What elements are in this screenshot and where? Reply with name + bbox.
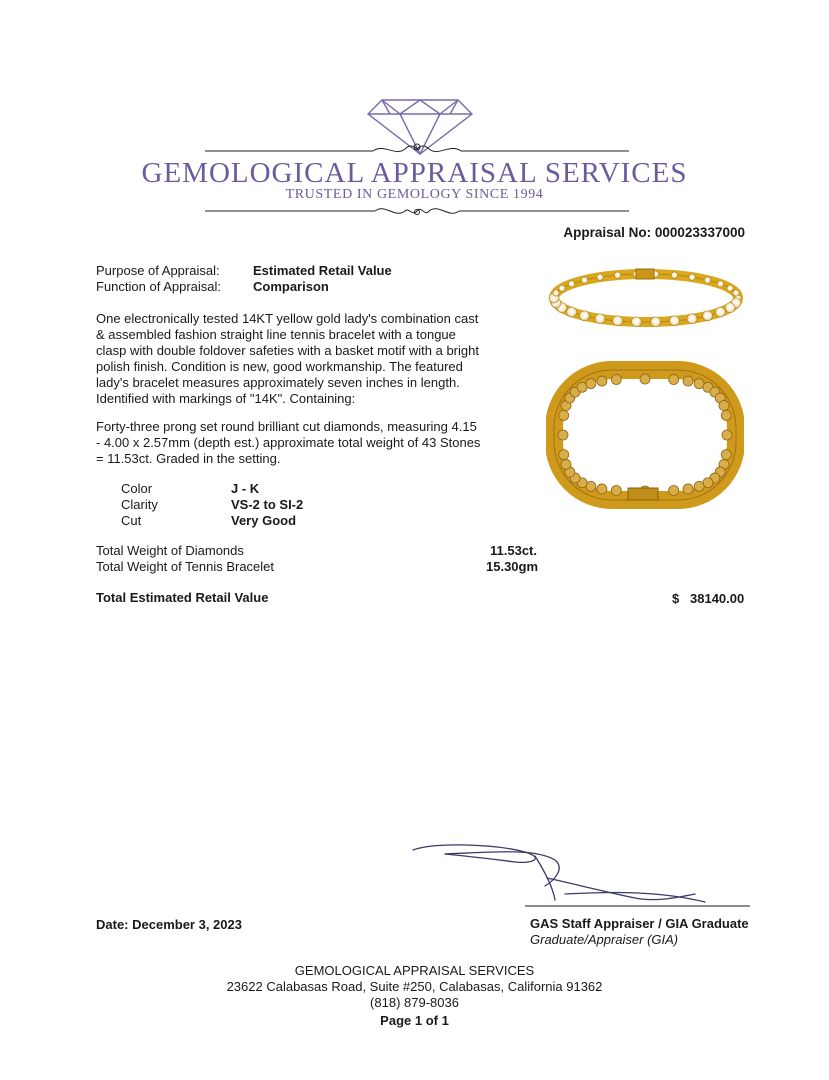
diamond-stone bbox=[733, 290, 739, 296]
diamond-stone bbox=[689, 274, 695, 280]
description-line: & assembled fashion straight line tennis bracelet with a tongue bbox=[96, 327, 456, 342]
bracelet-photo-bottom bbox=[546, 360, 744, 510]
grade-label-color: Color bbox=[121, 481, 153, 496]
diamond-stone bbox=[721, 450, 731, 460]
bracelet-photo-top bbox=[548, 262, 744, 328]
diamond-stone bbox=[559, 450, 569, 460]
diamond-stone bbox=[597, 484, 607, 494]
grade-value-color: J - K bbox=[231, 481, 260, 496]
grade-value-clarity: VS-2 to SI-2 bbox=[231, 497, 304, 512]
diamond-stone bbox=[719, 401, 729, 411]
diamond-stone bbox=[559, 410, 569, 420]
grade-value-cut: Very Good bbox=[231, 513, 297, 528]
signature-title: GAS Staff Appraiser / GIA Graduate bbox=[530, 916, 749, 931]
diamond-stone bbox=[671, 272, 677, 278]
appraisal-number: Appraisal No: 000023337000 bbox=[563, 225, 745, 240]
diamond-stone bbox=[727, 285, 733, 291]
diamond-stone bbox=[717, 281, 723, 287]
description-line: polish finish. Condition is new, good workmanship. The featured bbox=[96, 359, 463, 374]
footer-page-number: Page 1 of 1 bbox=[380, 1013, 449, 1028]
diamond-stone bbox=[631, 317, 641, 327]
company-tagline: TRUSTED IN GEMOLOGY SINCE 1994 bbox=[285, 187, 544, 202]
diamond-stone bbox=[640, 374, 650, 384]
diamond-stone bbox=[597, 274, 603, 280]
diamond-stone bbox=[611, 375, 621, 385]
diamond-stone bbox=[558, 430, 568, 440]
purpose-value: Estimated Retail Value bbox=[253, 263, 392, 278]
diamond-stone bbox=[669, 375, 679, 385]
diamond-stone bbox=[581, 277, 587, 283]
total-value-label: Total Estimated Retail Value bbox=[96, 590, 269, 605]
grade-label-cut: Cut bbox=[121, 513, 142, 528]
diamond-stone bbox=[669, 316, 679, 326]
diamond-stone bbox=[683, 376, 693, 386]
diamond-stone bbox=[579, 311, 589, 321]
footer-phone: (818) 879-8036 bbox=[370, 995, 459, 1010]
function-value: Comparison bbox=[253, 279, 329, 294]
diamond-stone bbox=[669, 485, 679, 495]
grade-label-clarity: Clarity bbox=[121, 497, 158, 512]
diamond-stone bbox=[614, 272, 620, 278]
diamond-stone bbox=[721, 410, 731, 420]
currency-symbol: $ bbox=[672, 591, 680, 606]
diamond-stone bbox=[651, 317, 661, 327]
description-line: One electronically tested 14KT yellow gold lady's combination cast bbox=[96, 311, 479, 326]
total-diamond-weight-label: Total Weight of Diamonds bbox=[96, 543, 244, 558]
diamond-stone bbox=[694, 481, 704, 491]
diamond-stone bbox=[595, 314, 605, 324]
appraiser-signature bbox=[405, 838, 765, 910]
item-description bbox=[96, 311, 506, 407]
company-name: GEMOLOGICAL APPRAISAL SERVICES bbox=[141, 157, 688, 189]
diamond-stone bbox=[553, 290, 559, 296]
appraisal-date: Date: December 3, 2023 bbox=[96, 917, 242, 932]
stones-line: = 11.53ct. Graded in the setting. bbox=[96, 451, 281, 466]
bottom-ornament bbox=[205, 203, 629, 219]
diamond-stone bbox=[559, 285, 565, 291]
description-line: Identified with markings of "14K". Containing: bbox=[96, 391, 356, 406]
diamond-stone bbox=[715, 307, 725, 317]
stones-line: - 4.00 x 2.57mm (depth est.) approximate total weight of 43 Stones bbox=[96, 435, 481, 450]
total-bracelet-weight-label: Total Weight of Tennis Bracelet bbox=[96, 559, 275, 574]
diamond-stone bbox=[567, 307, 577, 317]
diamond-stone bbox=[725, 303, 735, 313]
total-value-amount: 38140.00 bbox=[690, 591, 745, 606]
diamond-stone bbox=[597, 376, 607, 386]
description-line: clasp with double foldover safeties with a basket motif with a bright bbox=[96, 343, 479, 358]
top-ornament bbox=[205, 141, 629, 157]
stones-description bbox=[96, 419, 506, 467]
diamond-stone bbox=[561, 459, 571, 469]
diamond-stone bbox=[586, 379, 596, 389]
purpose-label: Purpose of Appraisal: bbox=[96, 263, 220, 278]
footer-company: GEMOLOGICAL APPRAISAL SERVICES bbox=[294, 963, 535, 978]
diamond-stone bbox=[722, 430, 732, 440]
diamond-stone bbox=[611, 485, 621, 495]
diamond-stone bbox=[568, 281, 574, 287]
diamond-stone bbox=[687, 314, 697, 324]
total-bracelet-weight-value: 15.30gm bbox=[486, 559, 539, 574]
diamond-stone bbox=[704, 277, 710, 283]
stones-line: Forty-three prong set round brilliant cut diamonds, measuring 4.15 bbox=[96, 419, 477, 434]
diamond-stone bbox=[683, 484, 693, 494]
function-label: Function of Appraisal: bbox=[96, 279, 222, 294]
footer-address: 23622 Calabasas Road, Suite #250, Calabasas, California 91362 bbox=[226, 979, 603, 994]
signature-subtitle: Graduate/Appraiser (GIA) bbox=[530, 932, 679, 947]
description-line: lady's bracelet measures approximately seven inches in length. bbox=[96, 375, 460, 390]
diamond-stone bbox=[613, 316, 623, 326]
diamond-stone bbox=[703, 311, 713, 321]
total-diamond-weight-value: 11.53ct. bbox=[490, 543, 537, 558]
